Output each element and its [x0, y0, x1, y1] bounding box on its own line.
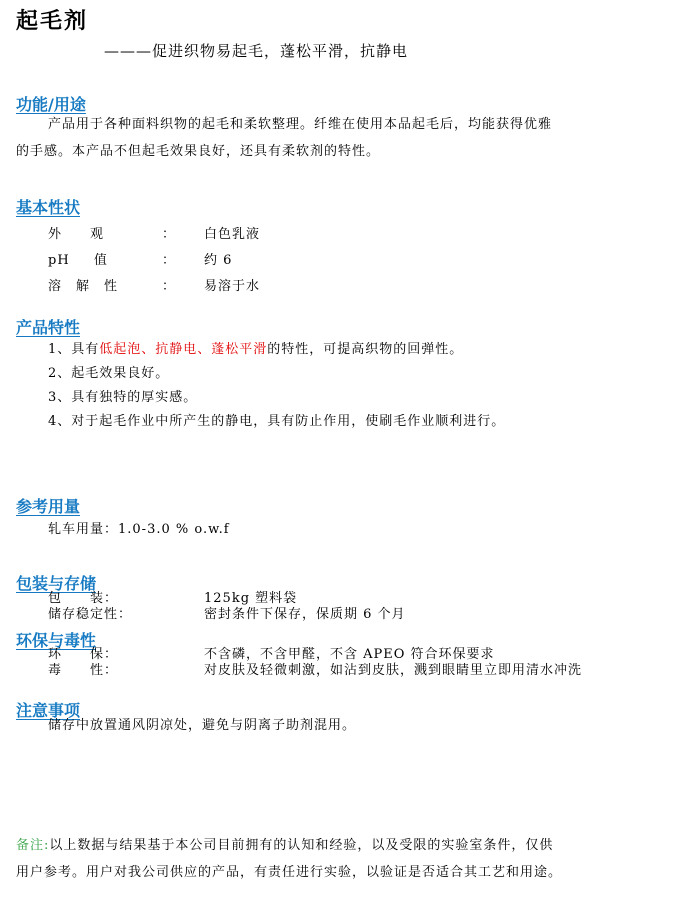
basic-row-solubility-label: 溶 解 性 — [48, 279, 119, 294]
packaging-row-package-label: 包 装： — [48, 591, 119, 606]
basic-heading: 基本性状 — [16, 198, 81, 217]
eco-row-toxicity-value: 对皮肤及轻微刺激，如沾到皮肤，溅到眼睛里立即用清水冲洗 — [204, 663, 583, 678]
function-text-line1: 产品用于各种面料织物的起毛和柔软整理。纤维在使用本品起毛后，均能获得优雅 — [48, 117, 553, 132]
notes-heading: 注意事项 — [16, 701, 81, 720]
dosage-heading: 参考用量 — [16, 497, 81, 516]
eco-row-toxicity-label: 毒 性： — [48, 663, 119, 678]
basic-row-appearance-label: 外 观 — [48, 227, 105, 242]
basic-row-ph-colon: ： — [162, 253, 177, 268]
eco-row-environment-label: 环 保： — [48, 647, 119, 662]
remark-label: 备注: — [16, 838, 50, 853]
feature-item-4: 4、对于起毛作业中所产生的静电，具有防止作用，使刷毛作业顺利进行。 — [48, 414, 506, 429]
function-text-line2: 的手感。本产品不但起毛效果良好，还具有柔软剂的特性。 — [16, 144, 381, 159]
packaging-row-storage-value: 密封条件下保存，保质期 6 个月 — [204, 607, 406, 622]
dosage-text: 轧车用量：1.0-3.0 % o.w.f — [48, 522, 230, 537]
notes-text: 储存中放置通风阴凉处，避免与阴离子助剂混用。 — [48, 718, 357, 733]
function-heading: 功能/用途 — [16, 95, 86, 114]
remark-line2: 用户参考。用户对我公司供应的产品，有责任进行实验，以验证是否适合其工艺和用途。 — [16, 865, 563, 880]
feature-item-1-highlight: 低起泡、抗静电、蓬松平滑 — [99, 342, 268, 357]
packaging-row-storage-label: 储存稳定性： — [48, 607, 133, 622]
eco-heading: 环保与毒性 — [16, 631, 97, 650]
document-title: 起毛剂 — [16, 8, 89, 34]
basic-row-appearance-colon: ： — [162, 227, 177, 242]
basic-row-appearance-value: 白色乳液 — [204, 227, 261, 242]
basic-row-solubility-colon: ： — [162, 279, 177, 294]
feature-item-1-prefix: 1、具有 — [48, 342, 100, 357]
document-subtitle: ———促进织物易起毛，蓬松平滑，抗静电 — [104, 42, 409, 60]
feature-item-1 — [48, 337, 463, 363]
feature-item-1-suffix: 的特性，可提高织物的回弹性。 — [267, 342, 464, 357]
remark-line1-text: 以上数据与结果基于本公司目前拥有的认知和经验，以及受限的实验室条件，仅供 — [49, 838, 554, 853]
basic-row-ph-label: pH 值 — [48, 253, 108, 268]
feature-item-2: 2、起毛效果良好。 — [48, 366, 170, 381]
eco-row-environment-value: 不含磷，不含甲醛，不含 APEO 符合环保要求 — [204, 647, 495, 662]
packaging-row-package-value: 125kg 塑料袋 — [204, 591, 298, 606]
basic-row-ph-value: 约 6 — [204, 253, 233, 268]
features-heading: 产品特性 — [16, 318, 81, 337]
feature-item-3: 3、具有独特的厚实感。 — [48, 390, 198, 405]
packaging-heading: 包装与存储 — [16, 574, 97, 593]
remark-line1 — [16, 833, 553, 859]
basic-row-solubility-value: 易溶于水 — [204, 279, 261, 294]
